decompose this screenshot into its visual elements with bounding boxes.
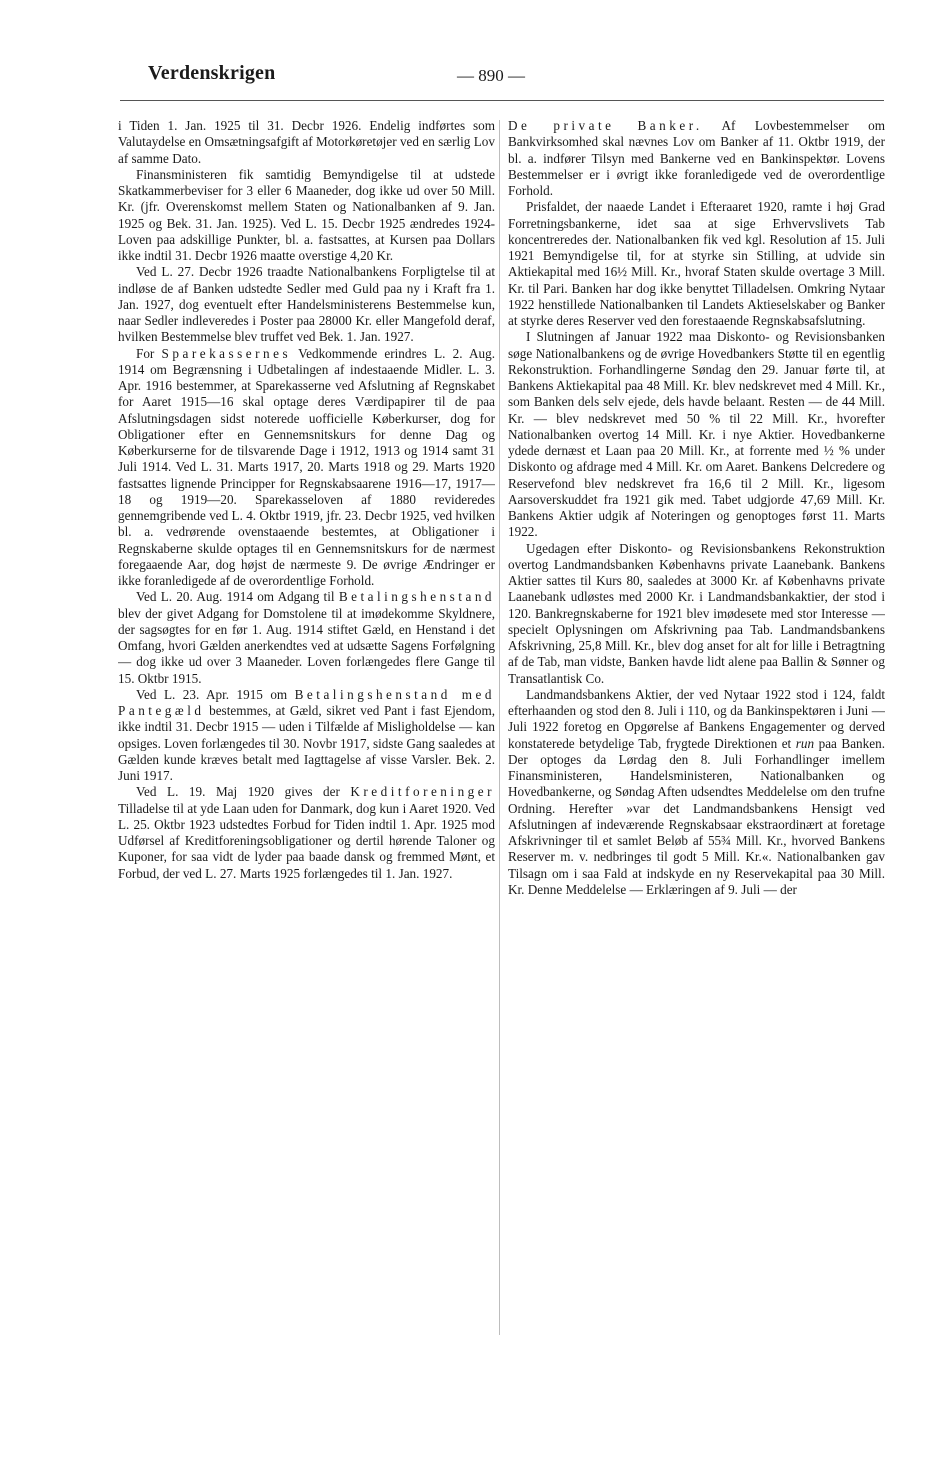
paragraph bbox=[118, 784, 495, 882]
paragraph-text: Landmandsbankens Aktier, der ved Nytaar 1922 stod i 124, faldt efterhaanden og stod den 8. Juli i 110, og da Bankinspektøren i Juni —Juli 1922 foretog en Opgørelse af Bankens Engagementer og derved konstaterede betydelige Tab, frygtede Direktionen et bbox=[508, 686, 885, 751]
paragraph bbox=[118, 589, 495, 687]
spaced-term: Betalingshenstand bbox=[338, 589, 495, 605]
column-divider bbox=[499, 120, 500, 1335]
paragraph-text: blev der givet Adgang for Domstolene til at imødekomme Skyldnere, der sagsøgtes for en før 1. Aug. 1914 stiftet Gæld, en Henstand i det Omfang, hvori Gælden anerkendtes ved at udsætte Sagens Forfølgning — dog ikke ud over 3 Maaneder. Loven forlængedes flere Gange til 15. Oktbr 1915. bbox=[118, 605, 495, 686]
paragraph-text: Af Lovbestemmelser om Bankvirksomhed skal nævnes Lov om Banker af 11. Oktbr 1919, der bl. a. indfører Tilsyn med Bankerne ved en Bankinspektør. Lovens Bestemmelser er i øvrigt ikke foranledigede ved de overordentlige Forhold. bbox=[508, 118, 885, 198]
page-header bbox=[145, 60, 883, 94]
left-column bbox=[118, 118, 495, 1343]
paragraph bbox=[508, 118, 885, 199]
paragraph-lead: Ved L. 23. Apr. 1915 om bbox=[136, 686, 288, 702]
right-column bbox=[508, 118, 885, 1343]
spaced-term: Betalingshenstand med Pantegæld bbox=[118, 686, 495, 718]
paragraph-text: Tilladelse til at yde Laan uden for Danmark, dog kun i Aaret 1920. Ved L. 25. Oktbr 1923 udstedtes Forbud for Tiden indtil 1. Apr. 1925 mod Udførsel af Kreditforeningsobligationer og dertil hørende Taloner og Kuponer, for saa vidt de lyder paa baade dansk og fremmed Mønt, et Forbud, der ved L. 27. Marts 1925 forlængedes til 1. Jan. 1927. bbox=[118, 800, 495, 881]
paragraph bbox=[118, 687, 495, 785]
running-title: Verdenskrigen bbox=[148, 62, 276, 84]
paragraph-lead: For bbox=[136, 345, 155, 361]
paragraph: Finansministeren fik samtidig Bemyndigelse til at udstede Skatkammerbeviser for 3 eller 6 Maaneder, dog ikke ud over 50 Mill. Kr. (jfr. Overenskomst mellem Staten og Nationalbanken af 9. Jan. 1925 og Bek. 31. Jan. 1925). Ved L. 15. Decbr 1925 ændredes 1924-Loven paa adskillige Punkter, bl. a. fastsattes, at Kursen paa Dollars ikke indtil 31. Decbr 1926 maatte overstige 4,20 Kr. bbox=[118, 166, 495, 263]
spaced-term: Kreditforeninger bbox=[350, 784, 495, 800]
paragraph: i Tiden 1. Jan. 1925 til 31. Decbr 1926. Endelig indførtes som Valutaydelse en Omsætningsafgift af Motorkøretøjer ved en særlig Lov af samme Dato. bbox=[118, 118, 495, 166]
spaced-term: Sparekassernes bbox=[161, 345, 292, 361]
header-rule bbox=[120, 100, 884, 101]
italic-term: run bbox=[795, 735, 815, 751]
paragraph: Ugedagen efter Diskonto- og Revisionsbankens Rekonstruktion overtog Landmandsbanken Københavns private Laanebank. Bankens Aktier sattes til Kurs 80, saaledes at 3000 Kr. af Københavns private Laanebank udløstes med 2000 Kr. i Landmandsbankaktier, der stod i 120. Bankregnskaberne for 1921 blev imødesete med stor Interesse — specielt Oplysningen om Afskrivning paa Tab. Landmandsbankens Afskrivning, 25,8 Mill. Kr., blev dog anset for alt for lille i Betragtning af de Tab, man vidste, Banken havde lidt alene paa Ballin & Sønner og Transatlantisk Co. bbox=[508, 540, 885, 686]
paragraph: I Slutningen af Januar 1922 maa Diskonto- og Revisionsbanken søge Nationalbankens og de øvrige Hovedbankers Støtte til en egentlig Rekonstruktion. Forhandlingerne Søndag den 29. Januar førte til, at Bankens Aktiekapital paa 48 Mill. Kr. blev nedskrevet med 4 Mill. Kr., som Banken dels selv ejede, dels havde belaant. Resten — de 44 Mill. Kr. — blev nedskrevet med 50 % til 22 Mill. Kr., hvorefter Nationalbanken overtog 14 Mill. Kr. i nye Aktier. Hovedbankerne ydede dernæst et Laan paa 20 Mill. Kr., at forrente med ½ % under Diskonto og afdrage med 4 Mill. Kr. om Aaret. Bankens Delcredere og Reservefond blev nedskrevet fra 16,6 til 2 Mill. Kr., ligesom Aarsoverskuddet fra 1921 gik med. Tabet udgjorde 47,69 Mill. Kr. Bankens Aktier udgik af Noteringen og genoptoges først 11. Marts 1922. bbox=[508, 329, 885, 540]
paragraph-text: paa Banken. Der optoges da Lørdag den 8. Juli Forhandlinger imellem Finansministeren, Handelsministeren, Nationalbanken og Hovedbankerne, og Søndag Aften udsendtes Meddelelse om den trufne Ordning. Herefter »var det Landmandsbankens Hensigt ved Afslutningen af indeværende Regnskabsaar ekstraordinært at foretage Afskrivninger til et samlet Beløb af 55¾ Mill. Kr., hvorved Bankens Reserver m. v. nedbringes til godt 5 Mill. Kr.«. Nationalbanken gav Tilsagn om i saa Fald at indskyde en ny Reservekapital paa 30 Mill. Kr. Denne Meddelelse — Erklæringen af 9. Juli — der bbox=[508, 735, 885, 897]
paragraph-text: Vedkommende erindres L. 2. Aug. 1914 om Begrænsning i Udbetalingen af indestaaende Midler. L. 3. Apr. 1916 bestemmer, at Sparekasserne ved Afslutning af Regnskabet for Aaret 1915—16 skal optage deres Værdipapirer til de paa Afslutningsdagen sidst noterede uofficielle Køberkurser, dog for Obligationer efter en Gennemsnitskurs for denne Dag og Køberkurserne for de tilsvarende Dage i 1912, 1913 og 1914 samt 31 Juli 1914. Ved L. 31. Marts 1917, 20. Marts 1918 og 29. Marts 1920 fastsattes lignende Principper for Regnskabsaarene 1916—17, 1917—18 og 1919—20. Sparekasseloven af 1880 revideredes gennemgribende ved L. 4. Oktbr 1919, jfr. 23. Decbr 1925, ved hvilken bl. a. vedrørende ovenstaaende bestemtes, at Obligationer i Regnskaberne skulde optages til en Gennemsnitskurs for de nærmest foregaaende Aar, dog højst de nærmeste 9. De øvrige Ændringer er ikke foranledigede af de overordentlige Forhold. bbox=[118, 345, 495, 588]
paragraph: Prisfaldet, der naaede Landet i Efteraaret 1920, ramte i høj Grad Forretningsbankerne, idet saa at sige Erhvervslivets Tab koncentreredes der. Nationalbanken fik ved kgl. Resolution af 15. Juli 1921 Bemyndigelse til, for at styrke sin Stilling, at udvide sin Aktiekapital med 16½ Mill. Kr., hvoraf Staten skulde overtage 3 Mill. Kr. til Pari. Banken har dog ikke benyttet Tilladelsen. Omkring Nytaar 1922 henstillede Nationalbanken til Landets Aktieselskaber og Banker at styrke deres Reserver ved den forestaaende Regnskabsafslutning. bbox=[508, 199, 885, 328]
spaced-term: De private Banker. bbox=[508, 118, 703, 133]
paragraph-lead: Ved L. 19. Maj 1920 gives der bbox=[136, 784, 340, 800]
paragraph-text: bestemmes, at Gæld, sikret ved Pant i fast Ejendom, ikke indtil 31. Decbr 1915 — uden i Tilfælde af Misligholdelse — kan opsiges. Loven forlængedes til 30. Novbr 1917, sidste Gang saaledes at Gælden kunde kræves betalt med Iagttagelse af visse Varsler. Bek. 2. Juni 1917. bbox=[118, 703, 495, 783]
page-number: — 890 — bbox=[457, 66, 525, 85]
paragraph: Ved L. 27. Decbr 1926 traadte Nationalbankens Forpligtelse til at indløse de af Banken udstedte Sedler med Guld paa ny i Kraft fra 1. Jan. 1927, dog eventuelt efter Handelsministerens Bestemmelse kun, naar Sedler indleveredes i Poster paa 28000 Kr. eller Mangefold deraf, hvilken Bestemmelse blev truffet ved Bek. 1. Jan. 1927. bbox=[118, 264, 495, 345]
paragraph bbox=[508, 687, 885, 898]
paragraph bbox=[118, 346, 495, 590]
paragraph-lead: Ved L. 20. Aug. 1914 om Adgang til bbox=[136, 589, 335, 605]
